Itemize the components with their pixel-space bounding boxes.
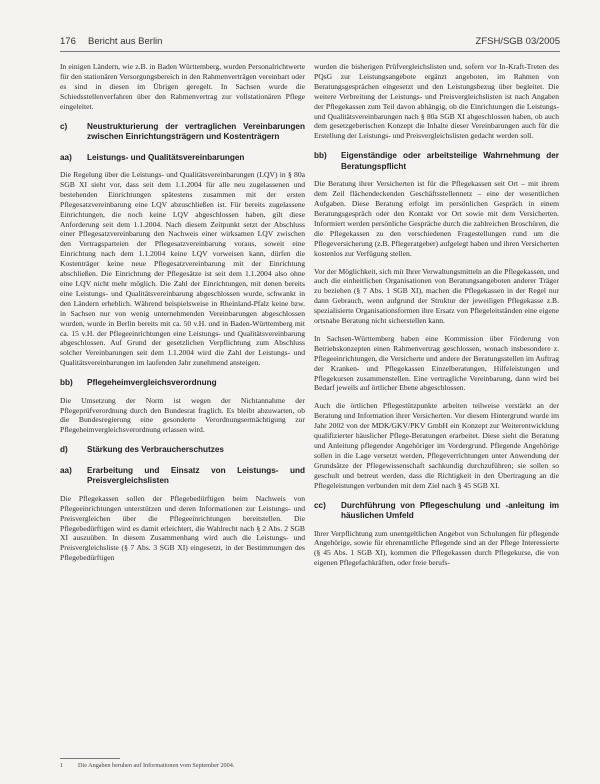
aa2-paragraph: Die Pflegekassen sollen der Pflegebedürftigen beim Nachweis von Pflegeeinrichtungen unterstützen und deren Informationen zur Leistungs- und Preisvergleichen über die Pflegeeinrichtungen bereitstellen. Die Pflegebedürftigen wird es damit erleichtert, die Wahlrecht nach § 2 Abs. 2 SGB XI auszuüben. In diesem Zusammenhang wird auch die Leistungs- und Preisvergleichsliste (§ 7 Abs. 3 SGB XI) eingesetzt, in der Bestimmungen des Pflegebedürftigen [60,493,305,563]
heading-bb-title: Pflegeheimvergleichsverordnung [87,378,217,388]
heading-right-cc-number: cc) [314,500,326,510]
footnote [60,762,300,770]
left-column [60,62,305,571]
heading-right-cc [314,501,559,522]
bb-paragraph: Die Umsetzung der Norm ist wegen der Nichtannahme der Pflegeprüfverordnung durch den Bundesrat fraglich. Es bleibt abzuwarten, ob die Bundesregierung eine gesonderte Verordnungsermächtigung zur Pflegeheimvergleichsverordnung erlassen wird. [60,395,305,435]
heading-c-number: c) [60,121,68,131]
heading-aa2-title: Erarbeitung und Einsatz von Leistungs- und Preisvergleichslisten [87,465,305,486]
heading-c [60,122,305,143]
heading-bb-number: bb) [60,378,73,388]
heading-aa2-number: aa) [60,465,72,475]
heading-d-number: d) [60,445,68,455]
right-intro-paragraph: wurden die bisherigen Prüfvergleichslisten und, sofern vor In-Kraft-Treten des PQsG zur Leistungsangebote ergänzt angeboten, im Rahmen von Beratungsgesprächen eingesetzt und den Leistungsbezug über begleitet. Die weitere Verbreitung der Leistungs- und Preisvergleichslisten ist nach Angaben der Pflegekassen zum Teil davon abhängig, ob die Einrichtungen die Leistungs- und Qualitätsvereinbarungen nach § 80a SGB XI abgeschlossen haben, ob auch dem gesetzgeberischen Konzept die Inhalte dieser Vereinbarungen auch für die Erstellung der Leistungs- und Preisvergleichslisten gedacht werden soll. [314,62,559,141]
right-column [314,62,559,576]
heading-right-bb-number: bb) [314,151,327,161]
page-header [60,36,560,52]
heading-d [60,445,305,456]
section-title: Bericht aus Berlin [88,36,163,47]
heading-bb [60,378,305,389]
heading-aa-title: Leistungs- und Qualitätsvereinbarungen [87,152,245,162]
footnote-rule [60,758,120,759]
right-cc-paragraph: Ihrer Verpflichtung zum unentgeltlichen Angebot von Schulungen für pflegende Angehörige, sowie für ehrenamtliche Pflegende sind an der Pflege Interessierte (§ 45 Abs. 1 SGB XI), kommen die Pflegekassen durch Pflegekurse, die von eigenen Pflegefachkräften, oder freie berufs- [314,528,559,568]
heading-aa2 [60,466,305,487]
footnote-text: Die Angaben beruhen auf Informationen vom September 2004. [78,762,235,769]
heading-d-title: Stärkung des Verbraucherschutzes [87,445,224,455]
right-bb-paragraph-3: In Sachsen-Württemberg haben eine Kommission über Förderung von Betriebskonzepten einen Rahmenvertrag geschlossen, wonach insbesondere z. Pflegeeinrichtungen, die Versicherte und andere der Beratungsstellen im Auftrag der Kranken- und Pflegekassen Einzelberatungen, Hilfeleistungen und Pflegekursen zusammenstellen. Eine vertragliche Vereinbarung, dann wird bei Bedarf jeweils auf örtlicher Ebene abgeschlossen. [314,333,559,393]
right-bb-paragraph-4: Auch die örtlichen Pflegestützpunkte arbeiten teilweise verstärkt an der Beratung und Information ihrer Versicherten. Vor diesem Hintergrund wurde im Jahr 2002 von der MDK/GKV/PKV GmbH ein Konzept zur Weiterentwicklung qualifizierter häuslicher Pflege-Beratungen erarbeitet. Diese sieht die Beratung und Anleitung pflegender Angehöriger im Vordergrund. Pflegende Angehörige sollen in die Lage versetzt werden, Pflegeverrichtungen unter Anwendung der Grundsätze der Pflegewissenschaft sachkundig durchzuführen; sie sollen so geschult und betreut werden, dass die Richtigkeit in den Übertragung an die Pflegeleistungen verbunden mit dem Ziel nach § 45 SGB XI. [314,401,559,490]
journal-reference: ZFSH/SGB 03/2005 [475,36,560,47]
heading-aa-number: aa) [60,152,72,162]
right-bb-paragraph-2: Vor der Möglichkeit, sich mit Ihrer Verwaltungsmitteln an die Pflegekassen, und auch die einheitlichen Organisationen von Beratungsangeboten anderer Träger zu beziehen (§ 7 Abs. 1 SGB XI), machen die Pflegekassen in der Regel nur dann Gebrauch, wenn aufgrund der Struktur der jeweiligen Pflegekasse z.B. spezialisierte Organisationsformen ihre Ersatz von Pflegeleitständen eine eigene ortsnahe Beratung nicht sicherstellen kann. [314,266,559,326]
header-rule [60,51,560,52]
heading-right-bb-title: Eigenständige oder arbeitsteilige Wahrnehmung der Beratungspflicht [341,151,559,171]
heading-right-bb [314,151,559,172]
heading-right-cc-title: Durchführung von Pflegeschulung und -anleitung im häuslichen Umfeld [341,500,559,521]
page-number: 176 [60,36,76,47]
left-intro-paragraph: In einigen Ländern, wie z.B. in Baden Württemberg, wurden Personalrichtwerte für den stationären Versorgungsbereich in den Rahmenverträgen vereinbart oder es sind in diesen im Übrigen geregelt. In Sachsen wurde die Schiedsstellenverfahren über den Rahmenvertrag zur vollstationären Pflege eingeleitet. [60,62,305,111]
aa-paragraph: Die Regelung über die Leistungs- und Qualitätsvereinbarungen (LQV) in § 80a SGB XI sieht vor, dass seit dem 1.1.2004 für alle neu zugelassenen und bestehenden Einrichtungen spätestens zusammen mit der ersten Pflegesatzvereinbarung eine LQV abzuschließen ist. Für bereits zugelassene Einrichtungen, die noch keine LQV abgeschlossen haben, gilt diese Anforderung seit dem 1.1.2004. Nach diesem Zeitpunkt setzt der Abschluss einer Pflegesatzvereinbarung den Nachweis einer wirksamen LQV zwischen den Vertragsparteien der Pflegesatzvereinbarung voraus, soweit eine Einrichtung nach dem 1.1.2004 keine LQV vorweisen kann, dürfen die Kostenträger keine neue Pflegesatzvereinbarung mit der Einrichtung abschließen. Die Einrichtung der Pflegesätze ist seit dem 1.1.2004 also ohne eine LQV nicht mehr möglich. Die Zahl der Einrichtungen, mit denen bereits eine Leistungs- und Qualitätsvereinbarung abgeschlossen wurde, schwankt in den Ländern erheblich. Während beispielsweise in Rheinland-Pfalz keine bzw. in Sachsen nur von wenig unternehmenden Vereinbarungen abgeschlossen wurden, wurde in Berlin bereits mit ca. 50 v.H. und in Baden-Württemberg mit ca. 15 v.H. der Pflegeeinrichtungen eine Leistungs- und Qualitätsvereinbarung abgeschlossen. Auf Grund der gesetzlichen Verpflichtung zum Abschluss solcher Vereinbarungen seit dem 1.1.2004 wird die Zahl der Leistungs- und Qualitätsvereinbarungen im laufenden Jahr zunehmend ansteigen. [60,170,305,368]
heading-c-title: Neustrukturierung der vertraglichen Vereinbarungen zwischen Einrichtungsträgern und Kostenträgern [87,121,305,142]
heading-aa [60,153,305,164]
footnote-marker: 1 [60,762,64,769]
right-bb-paragraph-1: Die Beratung ihrer Versicherten ist für die Pflegekassen seit Ort – mit ihrem dem Zeil flächendeckenden Geschäftsstellennetz – eine der wesentlichen Aufgaben. Diese Beratung erfolgt im persönlichen Gespräch in einem Beratungsgespräch oder den Kontakt vor Ort sowie mit dem Versicherten. Informiert werden persönliche Gespräche durch die zahlreichen Broschüren, die die Pflegekassen zu den verschiedenen Fragestellungen rund um die Pflegeversicherung (z.B. Pflegeratgeber) aufgelegt haben und ihren Versicherten kostenlos zur Verfügung stellen. [314,179,559,258]
